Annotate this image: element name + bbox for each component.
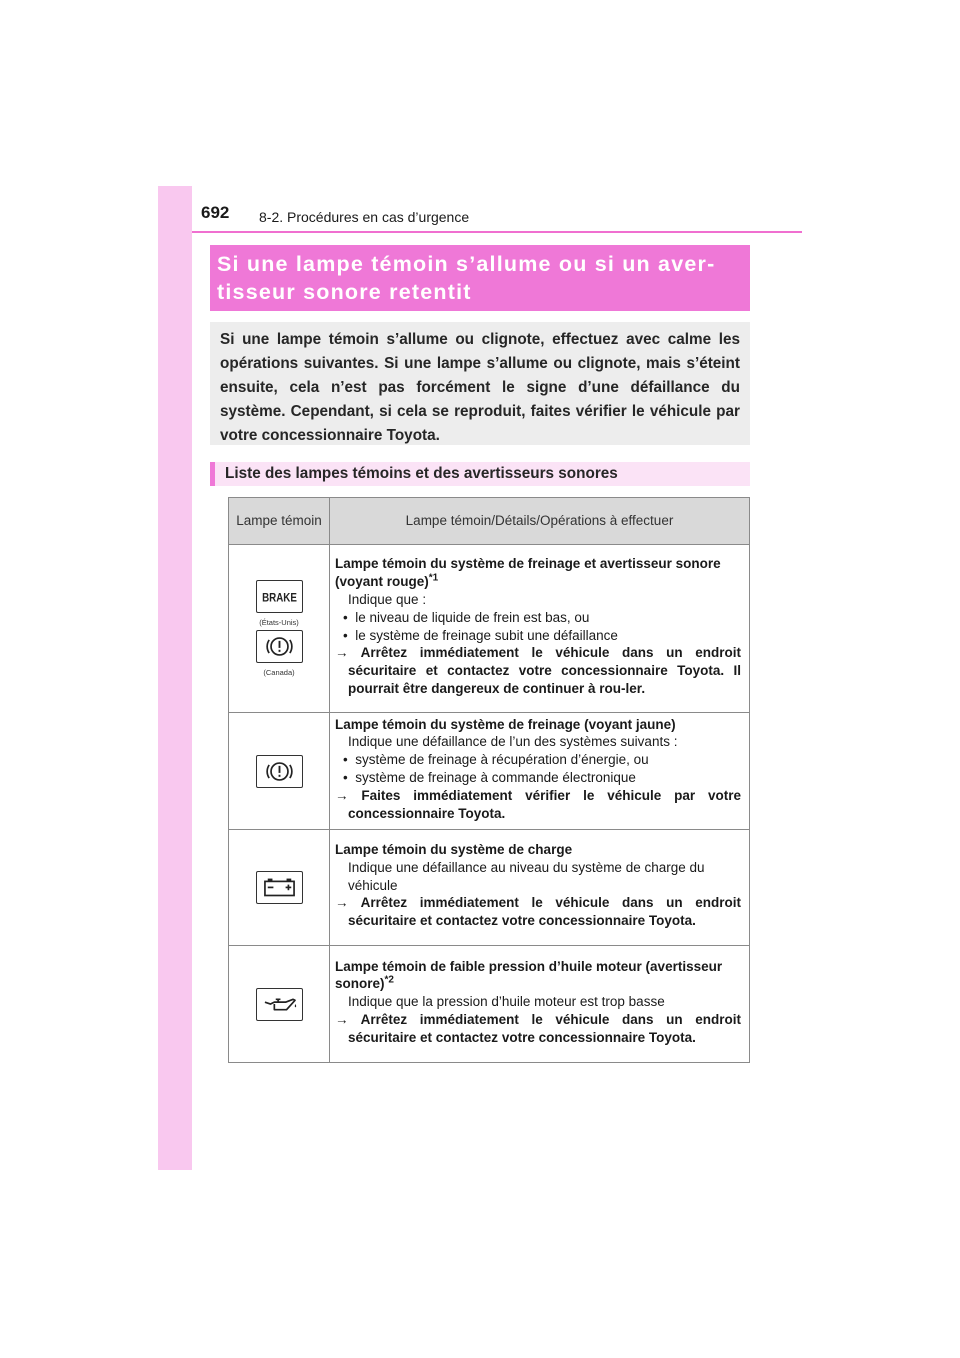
brake-text-icon [256, 580, 303, 613]
lamp-description: Indique que la pression d’huile moteur est trop basse [348, 994, 665, 1010]
list-header-label: Liste des lampes témoins et des avertisseurs sonores [225, 465, 618, 482]
lamp-description: Indique que : [348, 591, 427, 607]
table-row [229, 545, 750, 713]
lamp-description: Indique une défaillance de l’un des systèmes suivants : [348, 734, 678, 750]
table-row [229, 946, 750, 1063]
lamp-title: Lampe témoin du système de freinage et avertisseur sonore (voyant rouge)$^{*1}$ [335, 556, 721, 590]
arrow-icon: → [335, 895, 349, 911]
column-header-details: Lampe témoin/Détails/Opérations à effectuer [330, 498, 750, 545]
page-title: Si une lampe témoin s’allume ou si un aver- tisseur sonore retentit [217, 252, 716, 304]
region-caption-us: (États-Unis) [259, 618, 299, 627]
lamp-icon-cell [229, 946, 330, 1063]
lamp-bullet: • système de freinage à récupération d’énergie, ou [343, 752, 649, 768]
lamp-details-cell [330, 830, 750, 946]
lamp-action: → Faites immédiatement vérifier le véhicule par votre concessionnaire Toyota. [335, 787, 741, 821]
side-tab-bar [158, 186, 192, 1170]
arrow-icon: → [335, 645, 349, 661]
column-header-lamp: Lampe témoin [229, 498, 330, 545]
lamp-title: Lampe témoin du système de freinage (voyant jaune) [335, 716, 676, 732]
intro-paragraph: Si une lampe témoin s’allume ou clignote, effectuez avec calme les opérations suivantes. Si une lampe s’allume ou clignote, mais s’éteint ensuite, cela n’est pas forcément le signe d’une défaillance du système. Cependant, si cela se reproduit, faites vérifier le véhicule par votre concessionnaire Toyota. [220, 331, 740, 444]
brake-circle-icon [256, 630, 303, 663]
lamp-icon-cell [229, 713, 330, 830]
footnote-marker: *1 [428, 572, 439, 584]
header-divider [192, 231, 802, 233]
table-header-row [229, 498, 750, 545]
oil-can-icon [256, 988, 303, 1021]
lamp-bullet: • le niveau de liquide de frein est bas, ou [343, 609, 590, 625]
lamp-action: → Arrêtez immédiatement le véhicule dans un endroit sécuritaire et contactez votre concessionnaire Toyota. Il pourrait être dangereux de continuer à rou-ler. [335, 645, 742, 696]
arrow-icon: → [335, 787, 349, 803]
lamp-action: → Arrêtez immédiatement le véhicule dans un endroit sécuritaire et contactez votre concessionnaire Toyota. [335, 895, 742, 929]
footnote-marker: *2 [384, 974, 394, 986]
list-section-header [210, 462, 750, 486]
region-caption-canada: (Canada) [263, 668, 295, 677]
lamp-details-cell [330, 545, 750, 713]
arrow-icon: → [335, 1011, 349, 1027]
title-banner [210, 245, 750, 311]
lamp-details-cell [330, 713, 750, 830]
lamp-title: Lampe témoin du système de charge [335, 842, 573, 857]
lamp-details-cell [330, 946, 750, 1063]
lamp-icon-cell [229, 830, 330, 946]
table-row [229, 830, 750, 946]
battery-icon [256, 871, 303, 904]
lamp-action: → Arrêtez immédiatement le véhicule dans un endroit sécuritaire et contactez votre concessionnaire Toyota. [335, 1011, 742, 1045]
lamp-description: Indique une défaillance au niveau du système de charge du véhicule [348, 859, 705, 893]
lamp-title: Lampe témoin de faible pression d’huile moteur (avertisseur sonore)$^{*2}$ [335, 958, 723, 992]
intro-box [210, 322, 750, 445]
lamp-bullet: • système de freinage à commande électronique [343, 770, 636, 785]
brake-icon-label: BRAKE [261, 590, 297, 605]
lamp-bullet: • le système de freinage subit une défaillance [343, 627, 618, 643]
page-number: 692 [201, 203, 230, 222]
section-reference: 8-2. Procédures en cas d’urgence [259, 209, 470, 225]
lamp-icon-cell [229, 545, 330, 713]
brake-circle-icon [256, 755, 303, 788]
table-row [229, 713, 750, 830]
warning-lamp-table [228, 497, 750, 1063]
